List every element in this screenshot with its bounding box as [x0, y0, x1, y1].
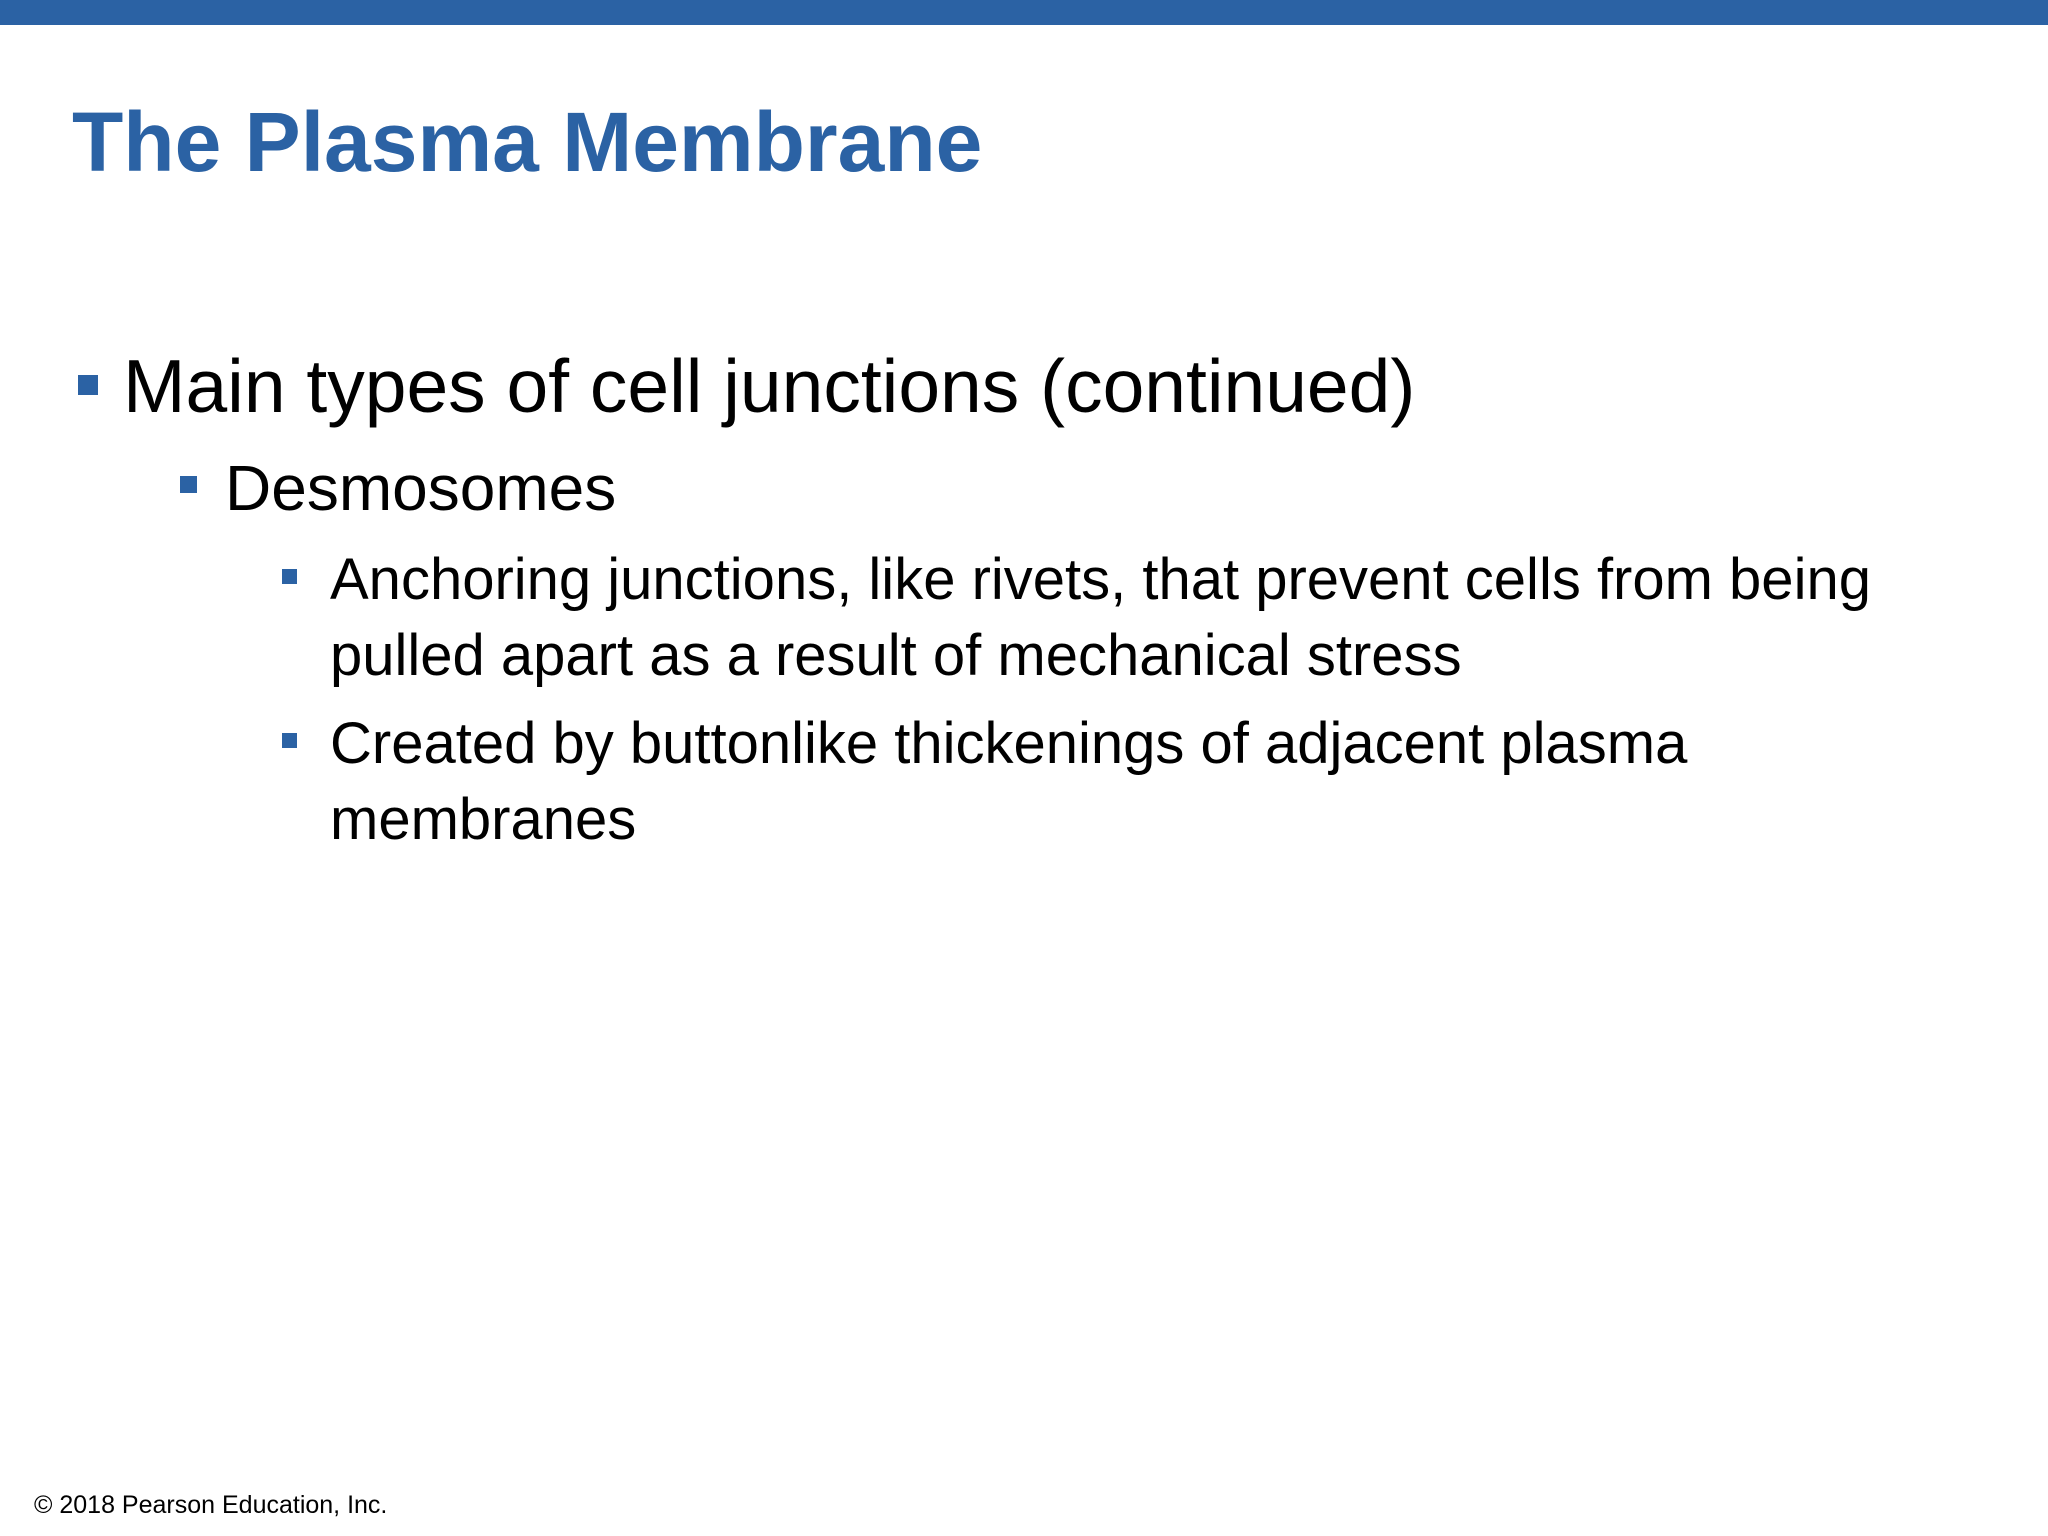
bullet-level-3: [282, 706, 1880, 858]
top-accent-bar: [0, 0, 2048, 25]
bullet-text: Created by buttonlike thickenings of adjacent plasma membranes: [330, 711, 1688, 852]
square-bullet-icon: [282, 733, 297, 748]
square-bullet-icon: [78, 375, 98, 395]
square-bullet-icon: [282, 569, 297, 584]
copyright-footer: © 2018 Pearson Education, Inc.: [34, 1491, 388, 1519]
bullet-text: Desmosomes: [225, 452, 617, 524]
slide-title: The Plasma Membrane: [72, 95, 983, 189]
bullet-level-1: [78, 340, 1415, 432]
bullet-level-2: [180, 448, 616, 528]
bullet-text: Anchoring junctions, like rivets, that prevent cells from being pulled apart as a result of mechanical stress: [330, 547, 1871, 688]
square-bullet-icon: [180, 476, 197, 493]
bullet-text: Main types of cell junctions (continued): [123, 344, 1416, 428]
bullet-level-3: [282, 542, 1880, 694]
